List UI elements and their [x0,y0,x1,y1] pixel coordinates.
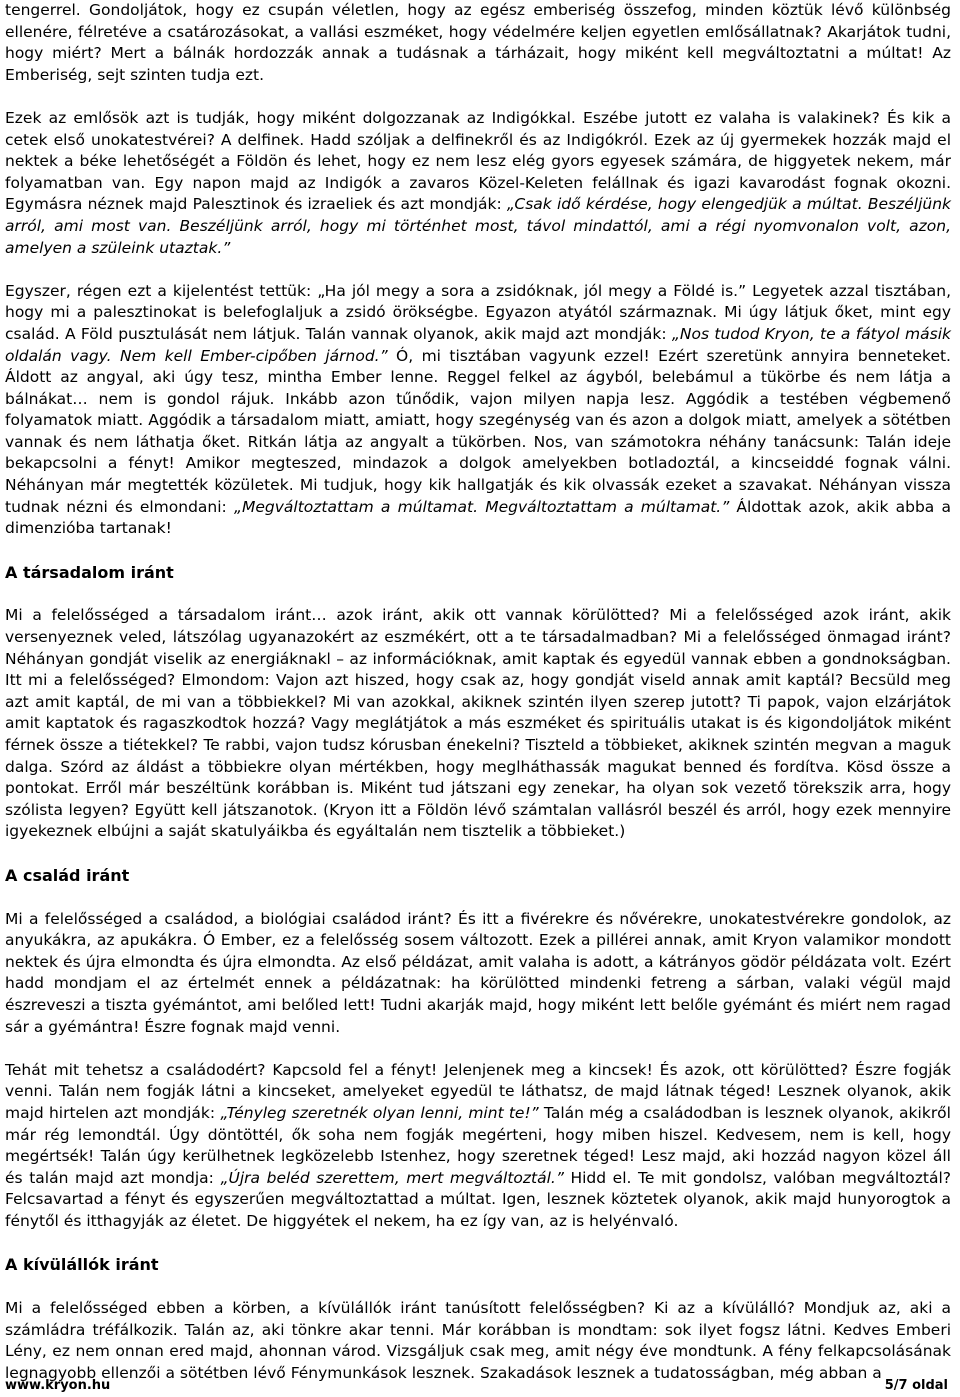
document-body [5,0,951,1384]
paragraph-text: Egyszer, régen ezt a kijelentést tettük: „Ha jól megy a sora a zsidóknak, jól megy a Földé is.” Legyetek azzal tisztában, hogy mi a palesztinokat is belefoglaljuk a zsidó örökségbe. Egyazon atyától származnak. Mi úgy látjuk őket, mint egy család. A Föld pusztulását nem látjuk. Talán vannak olyanok, akik majd azt mondják: [5,281,951,343]
quote-text: „Újra beléd szerettem, mert megváltoztál.” [220,1168,564,1187]
paragraph-text: Talán még a családodban is lesznek olyanok, akikről már rég lemondtál. Úgy döntöttél, ők soha nem fogják megérteni, hogy miben hiszel. Kedvesem, nem is kell, hogy megértsék! Talán úgy kerülhetnek legközelebb Istenhez, hogy szeretnek téged! Lesz majd, aki hozzád nagyon közel áll és talán majd azt mondja: [5,1103,951,1187]
quote-text: „Nos tudod Kryon, te a fátyol másik oldalán vagy. Nem kell Ember-cipőben járnod.” [5,324,951,365]
paragraph-text: Tehát mit tehetsz a családodért? Kapcsold fel a fényt! Jelenjenek meg a kincsek! És azok, ott körülötted? Észre fogják venni. Talán nem fogják látni a kincseket, amelyeket egyedül te láthatsz, de majd látnak téged! Lesznek olyanok, akik majd hirtelen azt mondják: [5,1060,951,1122]
page-footer [5,1378,948,1393]
paragraph: tengerrel. Gondoljátok, hogy ez csupán véletlen, hogy az egész emberiség összefog, minden köztük lévő különbség ellenére, félretéve a csatározásokat, a vallási eszméket, hogy védelmére keljen egyetlen emlősállatnak? Akarjátok tudni, hogy miért? Mert a bálnák hordozzák annak a tudásnak a tárházait, hogy miként kell megváltoztatni a múltat! Az Emberiség, sejt szinten tudja ezt. [5,1,951,84]
quote-text: „Megváltoztattam a múltamat. Megváltoztattam a múltamat.” [233,497,730,516]
quote-text: „Tényleg szeretnék olyan lenni, mint te!” [220,1103,539,1122]
section-heading: A család iránt [5,865,130,885]
footer-site-link[interactable]: www.kryon.hu [5,1378,111,1393]
paragraph: Mi a felelősséged ebben a körben, a kívülállók iránt tanúsított felelősségben? Ki az a kívülálló? Mondjuk az, aki a számládra tréfálkozik. Talán az, aki tönkre akar tenni. Már korábban is mondtam: sok ilyet fogsz látni. Kedves Emberi Lény, ez nem onnan ered majd, ahonnan várod. Vizsgáljuk csak meg, amit négy éve mondtunk. A fény felkapcsolásának legnagyobb ellenzői a sötétben lévő Fénymunkások lesznek. Szakadások lesznek a tudatosságban, még abban a [5,1299,951,1382]
section-heading: A társadalom iránt [5,562,174,582]
paragraph-text: Ó, mi tisztában vagyunk ezzel! Ezért szeretünk annyira benneteket. Áldott az angyal, aki úgy tesz, mintha Ember lenne. Reggel felkel az ágyból, belebámul a tükörbe és nem látja a bálnákat… nem is gondol rájuk. Inkább azon tűnődik, vajon milyen napja lesz. Aggódik a testében végbemenő folyamatok miatt. Aggódik a társadalom miatt, amiatt, hogy szegénység van és azon a dolgok miatt, amelyek a sötétben vannak és nem láthatja őket. Ritkán látja az angyalt a tükörben. Nos, van számotokra néhány tanácsunk: Talán ideje bekapcsolni a fényt! Amikor megteszed, mindazok a dolgok amelyekben botladoztál, a kincseiddé fognak válni. Néhányan már megtették közületek. Mi tudjuk, hogy kik hallgatják és kik olvassák ezeket a szavakat. Néhányan vissza tudnak nézni és elmondani: [5,346,951,516]
paragraph-text: Hidd el. Te mit gondolsz, valóban megváltoztál? Felcsavartad a fényt és egyszerűen megváltoztattad a múltat. Igen, lesznek köztetek olyanok, akik majd hunyorogtok a fénytől és itthagyják az életet. De higgyétek el nekem, ha ez így van, az is helyénvaló. [5,1168,951,1230]
paragraph [5,108,951,259]
quote-text: „Csak idő kérdése, hogy elengedjük a múltat. Beszéljünk arról, ami most van. Beszéljünk arról, hogy mi történhet most, távol mindattól, ami a régi nyomvonalon volt, azon, amelyen a szüleink utaztak.” [5,195,951,257]
paragraph-text: Áldottak azok, akik abba a dimenzióba tartanak! [5,497,951,538]
paragraph [5,281,951,540]
page-number: 5/7 oldal [884,1378,948,1393]
paragraph: Mi a felelősséged a családod, a biológiai családod iránt? És itt a fivérekre és nővérekre, unokatestvérekre gondolok, az anyukákra, az apukákra. Ó Ember, ez a felelősség sosem változott. Ezek a pillérei annak, amit Kryon valamikor mondott nektek és újra elmondta és újra elmondta. Az első példázat, amit valaha is adott, a kátrányos gödör példázata volt. Ezért hadd mondjam el az értelmét ennek a példázatnak: ha körülötted mindenki fetreng a sárban, valaki végül majd észreveszi a tiszta gyémántot, ami belőled lett! Tudni akarják majd, hogy miként lett belőle gyémánt és miért nem ragad sár a gyémántra! Észre fognak majd venni. [5,909,951,1036]
paragraph: Mi a felelősséged a társadalom iránt… azok iránt, akik ott vannak körülötted? Mi a felelősséged azok iránt, akik versenyeznek veled, látszólag ugyanazokért az eszmékért, ott a te társadalmadban? Mi a felelősséged önmagad iránt? Néhányan gondját viselik az energiáknakl – az információknak, amit kaptak és egyedül vannak ebben a gondnokságban. Itt mi a felelősséged? Elmondom: Vajon azt hiszed, hogy csak az, hogy gondját viseld annak amit kaptál? Becsüld meg azt amit kaptál, de mi van a többiekkel? Mi van azokkal, akiknek szintén ilyen szerep jutott? Ti papok, vajon elzárjátok amit kaptatok és ragaszkodtok hozzá? Vagy meglátjátok a más eszméket és spirituális utakat is és kigondoljátok miként férnek össze a tiétekkel? Te rabbi, vajon tudsz kórusban énekelni? Tiszteld a többieket, akiknek szintén megvan a maguk dalga. Szórd az áldást a többiekre olyan mértékben, hogy meglháthassák magukat benned és fordítva. Kösd össze a pontokat. Erről már beszéltünk korábban is. Miként tud játszani egy zenekar, ha olyan sok vezető törekszik arra, hogy szólista legyen? Együtt kell játszanotok. (Kryon itt a Földön lévő számtalan vallásról beszél és arról, hogy ezek mennyire igyekeznek elbújni a saját skatulyáikba és egyáltalán nem tisztelik a többieket.) [5,606,951,841]
section-heading: A kívülállók iránt [5,1255,159,1275]
paragraph [5,1060,951,1233]
paragraph-text: Ezek az emlősök azt is tudják, hogy miként dolgozzanak az Indigókkal. Eszébe jutott ez valaha is valakinek? És kik a cetek első unokatestvérei? A delfinek. Hadd szóljak a delfinekről és az Indigókról. Ezek az új gyermekek hozzák majd el nektek a béke lehetőségét a Földön és lehet, hogy ez nem lesz elég gyors egyesek számára, de higgyetek nekem, már folyamatban van. Egy napon majd az Indigók a zavaros Közel-Keleten felállnak és igazi kavarodást fognak okozni. Egymásra néznek majd Palesztinok és izraeliek és azt mondják: [5,108,951,214]
